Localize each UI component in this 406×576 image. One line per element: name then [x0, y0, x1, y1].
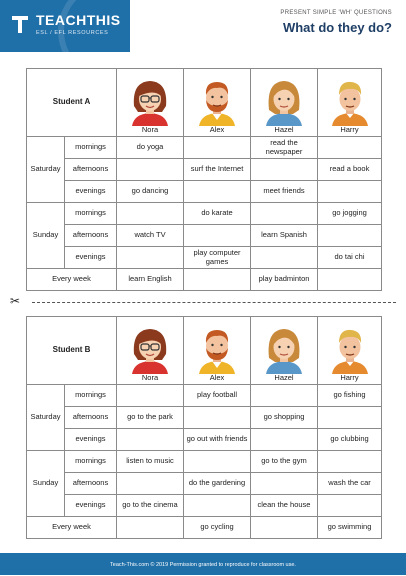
activity-cell: go dancing — [117, 181, 184, 203]
person-hazel — [251, 317, 318, 385]
table-row — [27, 225, 382, 247]
activity-cell — [184, 451, 251, 473]
table-row — [27, 181, 382, 203]
activity-cell: do tai chi — [318, 247, 382, 269]
brand-tagline: ESL / EFL RESOURCES — [36, 30, 109, 36]
table-row — [27, 495, 382, 517]
period-label: afternoons — [65, 159, 117, 181]
day-label: Sunday — [27, 451, 65, 517]
person-name: Hazel — [274, 372, 294, 382]
person-harry — [318, 69, 382, 137]
activity-cell — [318, 269, 382, 291]
person-name: Alex — [209, 372, 225, 382]
table-row — [27, 269, 382, 291]
activity-cell: go clubbing — [318, 429, 382, 451]
activity-cell — [251, 385, 318, 407]
activity-cell — [251, 517, 318, 539]
activity-cell — [318, 407, 382, 429]
every-week-label: Every week — [27, 269, 117, 291]
person-name: Hazel — [274, 124, 294, 134]
worksheet-subtitle: PRESENT SIMPLE 'WH' QUESTIONS — [280, 10, 392, 16]
activity-cell: go cycling — [184, 517, 251, 539]
activity-cell: do karate — [184, 203, 251, 225]
avatar-alex — [195, 76, 239, 126]
period-label: evenings — [65, 495, 117, 517]
table-row — [27, 451, 382, 473]
activity-cell: go shopping — [251, 407, 318, 429]
activity-cell — [117, 203, 184, 225]
table-student-a — [26, 68, 382, 291]
logo — [0, 0, 130, 52]
person-nora — [117, 69, 184, 137]
logo-icon — [10, 13, 30, 35]
cut-line — [10, 294, 396, 308]
activity-cell — [184, 495, 251, 517]
period-label: evenings — [65, 181, 117, 203]
student-label: Student B — [27, 317, 117, 385]
table-header-row — [27, 69, 382, 137]
person-name: Harry — [340, 372, 359, 382]
person-name: Nora — [141, 124, 159, 134]
table-row — [27, 429, 382, 451]
table-student-b — [26, 316, 382, 539]
activity-cell — [318, 181, 382, 203]
person-name: Nora — [141, 372, 159, 382]
person-nora — [117, 317, 184, 385]
activity-cell — [184, 269, 251, 291]
activity-cell: go to the cinema — [117, 495, 184, 517]
period-label: evenings — [65, 247, 117, 269]
activity-cell — [251, 159, 318, 181]
avatar-alex — [195, 324, 239, 374]
activity-cell — [117, 473, 184, 495]
person-name: Harry — [340, 124, 359, 134]
activity-cell — [251, 429, 318, 451]
activity-cell: go swimming — [318, 517, 382, 539]
avatar-harry — [328, 324, 372, 374]
activity-cell — [117, 429, 184, 451]
period-label: afternoons — [65, 407, 117, 429]
activity-cell: go fishing — [318, 385, 382, 407]
activity-cell — [318, 137, 382, 159]
table-row — [27, 159, 382, 181]
person-alex — [184, 317, 251, 385]
person-name: Alex — [209, 124, 225, 134]
page-header — [0, 0, 406, 52]
activity-cell: learn Spanish — [251, 225, 318, 247]
activity-cell — [117, 247, 184, 269]
period-label: mornings — [65, 451, 117, 473]
table-row — [27, 203, 382, 225]
every-week-label: Every week — [27, 517, 117, 539]
worksheet-title: What do they do? — [282, 20, 392, 35]
page-footer — [0, 553, 406, 575]
brand-name: TEACHTHIS — [36, 12, 121, 28]
table-row — [27, 407, 382, 429]
avatar-nora — [128, 76, 172, 126]
avatar-harry — [328, 76, 372, 126]
activity-cell: play badminton — [251, 269, 318, 291]
table-row — [27, 137, 382, 159]
activity-cell: wash the car — [318, 473, 382, 495]
table-row — [27, 385, 382, 407]
activity-cell — [251, 203, 318, 225]
dashed-divider — [32, 302, 396, 303]
student-label: Student A — [27, 69, 117, 137]
table-row — [27, 473, 382, 495]
activity-cell: play computer games — [184, 247, 251, 269]
period-label: afternoons — [65, 473, 117, 495]
activity-cell: go jogging — [318, 203, 382, 225]
avatar-nora — [128, 324, 172, 374]
activity-cell: listen to music — [117, 451, 184, 473]
period-label: mornings — [65, 385, 117, 407]
activity-cell: play football — [184, 385, 251, 407]
copyright-text: Teach-This.com © 2019 Permission granted to reproduce for classroom use. — [110, 562, 296, 568]
period-label: mornings — [65, 137, 117, 159]
table-header-row — [27, 317, 382, 385]
activity-cell — [184, 137, 251, 159]
activity-cell: go to the park — [117, 407, 184, 429]
table-row — [27, 517, 382, 539]
activity-cell: read the newspaper — [251, 137, 318, 159]
activity-cell: go out with friends — [184, 429, 251, 451]
table-row — [27, 247, 382, 269]
activity-cell — [318, 495, 382, 517]
activity-cell: surf the Internet — [184, 159, 251, 181]
avatar-hazel — [262, 324, 306, 374]
activity-cell — [117, 159, 184, 181]
activity-cell — [251, 247, 318, 269]
activity-cell — [184, 181, 251, 203]
period-label: mornings — [65, 203, 117, 225]
person-harry — [318, 317, 382, 385]
activity-cell — [184, 407, 251, 429]
day-label: Saturday — [27, 137, 65, 203]
day-label: Sunday — [27, 203, 65, 269]
avatar-hazel — [262, 76, 306, 126]
activity-cell: clean the house — [251, 495, 318, 517]
period-label: evenings — [65, 429, 117, 451]
activity-cell: go to the gym — [251, 451, 318, 473]
activity-cell: do the gardening — [184, 473, 251, 495]
activity-cell: read a book — [318, 159, 382, 181]
activity-cell — [318, 225, 382, 247]
worksheet-heading — [280, 10, 392, 35]
activity-cell: watch TV — [117, 225, 184, 247]
period-label: afternoons — [65, 225, 117, 247]
person-alex — [184, 69, 251, 137]
activity-cell — [117, 385, 184, 407]
activity-cell — [318, 451, 382, 473]
activity-cell — [184, 225, 251, 247]
activity-cell: learn English — [117, 269, 184, 291]
day-label: Saturday — [27, 385, 65, 451]
activity-cell: do yoga — [117, 137, 184, 159]
activity-cell — [117, 517, 184, 539]
activity-cell: meet friends — [251, 181, 318, 203]
activity-cell — [251, 473, 318, 495]
person-hazel — [251, 69, 318, 137]
scissors-icon: ✂ — [10, 294, 21, 308]
